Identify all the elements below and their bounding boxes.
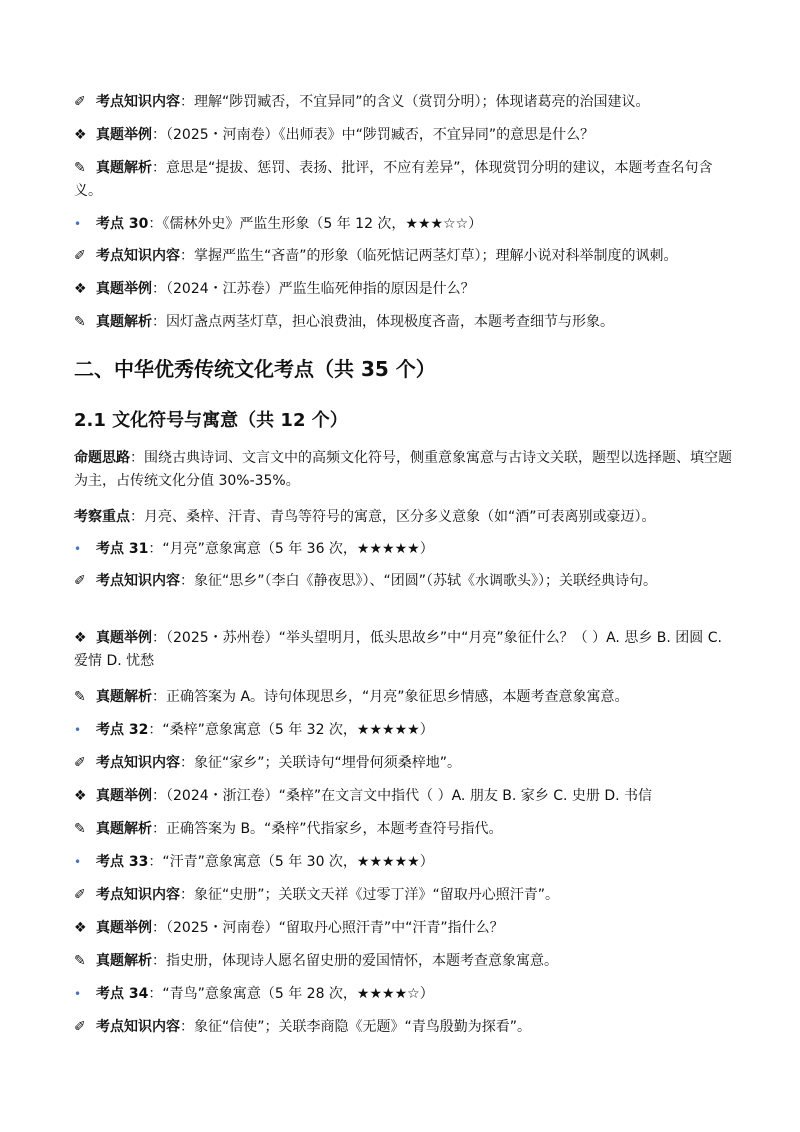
- exam-point-line: [74, 537, 734, 561]
- exam-point-text: ：“汗青”意象寓意（5 年 30 次，★★★★★）: [148, 854, 434, 870]
- subsection-heading: 2.1 文化符号与寓意（共 12 个）: [74, 410, 348, 431]
- exam-point-label: 考点 33: [96, 854, 149, 870]
- example-label: 真题举例: [96, 127, 152, 143]
- exam-point-text: ：“月亮”意象寓意（5 年 36 次，★★★★★）: [148, 541, 434, 557]
- bullet-icon: •: [74, 855, 82, 869]
- knowledge-label: 考点知识内容: [96, 248, 180, 264]
- exam-point-line: [74, 982, 734, 1006]
- example-text: ：（2025・河南卷）《出师表》中“陟罚臧否，不宜异同”的意思是什么？: [152, 127, 595, 143]
- pencil-icon: ✐: [74, 887, 86, 903]
- knowledge-line: [74, 1015, 734, 1039]
- knowledge-line: [74, 244, 734, 268]
- knowledge-line: [74, 90, 734, 114]
- example-label: 真题举例: [96, 630, 152, 646]
- example-line: [74, 123, 734, 147]
- analysis-text: ：指史册，体现诗人愿名留史册的爱国情怀，本题考查意象寓意。: [152, 953, 558, 969]
- example-text: ：（2025・河南卷）“留取丹心照汗青”中“汗青”指什么？: [152, 920, 504, 936]
- pencil-icon: ✐: [74, 94, 86, 110]
- knowledge-label: 考点知识内容: [96, 755, 180, 771]
- bullet-icon: •: [74, 217, 82, 231]
- bullet-icon: •: [74, 542, 82, 556]
- analysis-text: ：因灯盏点两茎灯草，担心浪费油，体现极度吝啬，本题考查细节与形象。: [152, 314, 614, 330]
- example-label: 真题举例: [96, 788, 152, 804]
- exam-point-label: 考点 30: [96, 216, 149, 232]
- knowledge-text: ：理解“陟罚臧否，不宜异同”的含义（赏罚分明）；体现诸葛亮的治国建议。: [180, 94, 650, 110]
- focus-label: 考察重点: [74, 509, 130, 525]
- pen-icon: ✎: [74, 314, 86, 330]
- example-text: ：（2025・苏州卷）“举头望明月，低头思故乡”中“月亮”象征什么？（ ）A. 思乡 B. 团圆 C. 爱情 D. 忧愁: [74, 630, 722, 669]
- analysis-text: ：正确答案为 B。“桑梓”代指家乡，本题考查符号指代。: [152, 821, 503, 837]
- pen-icon: ✎: [74, 821, 86, 837]
- proposition-label: 命题思路: [74, 450, 130, 466]
- diamond-icon: ❖: [74, 920, 87, 936]
- pen-icon: ✎: [74, 953, 86, 969]
- knowledge-line: [74, 751, 734, 775]
- knowledge-label: 考点知识内容: [96, 94, 180, 110]
- proposition-text: ：围绕古典诗词、文言文中的高频文化符号，侧重意象寓意与古诗文关联，题型以选择题、填空题为主，占传统文化分值 30%-35%。: [74, 450, 732, 489]
- exam-point-label: 考点 32: [96, 722, 149, 738]
- example-line: [74, 277, 734, 301]
- diamond-icon: ❖: [74, 788, 87, 804]
- pencil-icon: ✐: [74, 1019, 86, 1035]
- knowledge-text: ：象征“史册”；关联文天祥《过零丁洋》“留取丹心照汗青”。: [180, 887, 560, 903]
- analysis-label: 真题解析: [96, 953, 152, 969]
- exam-point-text: ：《儒林外史》严监生形象（5 年 12 次，★★★☆☆）: [148, 216, 483, 232]
- diamond-icon: ❖: [74, 127, 87, 143]
- diamond-icon: ❖: [74, 630, 87, 646]
- knowledge-line: [74, 883, 734, 907]
- pencil-icon: ✐: [74, 248, 86, 264]
- example-line: [74, 784, 734, 808]
- analysis-line: [74, 310, 734, 334]
- knowledge-text: ：象征“思乡”（李白《静夜思》）、“团圆”（苏轼《水调歌头》）；关联经典诗句。: [180, 573, 658, 589]
- pen-icon: ✎: [74, 689, 86, 705]
- analysis-text: ：正确答案为 A。诗句体现思乡，“月亮”象征思乡情感，本题考查意象寓意。: [152, 689, 629, 705]
- exam-point-line: [74, 850, 734, 874]
- knowledge-line: [74, 570, 734, 593]
- knowledge-label: 考点知识内容: [96, 573, 180, 589]
- pencil-icon: ✐: [74, 755, 86, 771]
- exam-point-text: ：“青鸟”意象寓意（5 年 28 次，★★★★☆）: [148, 986, 434, 1002]
- analysis-label: 真题解析: [96, 689, 152, 705]
- diamond-icon: ❖: [74, 281, 87, 297]
- analysis-line: [74, 685, 734, 709]
- bullet-icon: •: [74, 987, 82, 1001]
- pen-icon: ✎: [74, 160, 86, 176]
- knowledge-text: ：象征“信使”；关联李商隐《无题》“青鸟殷勤为探看”。: [180, 1019, 532, 1035]
- analysis-label: 真题解析: [96, 314, 152, 330]
- example-text: ：（2024・江苏卷）严监生临死伸指的原因是什么？: [152, 281, 475, 297]
- section-heading: 二、中华优秀传统文化考点（共 35 个）: [74, 357, 436, 381]
- exam-point-label: 考点 31: [96, 541, 149, 557]
- proposition-idea: [74, 447, 734, 493]
- knowledge-label: 考点知识内容: [96, 887, 180, 903]
- knowledge-label: 考点知识内容: [96, 1019, 180, 1035]
- analysis-label: 真题解析: [96, 160, 152, 176]
- exam-point-label: 考点 34: [96, 986, 149, 1002]
- analysis-line: [74, 949, 734, 973]
- focus-text: ：月亮、桑梓、汗青、青鸟等符号的寓意，区分多义意象（如“酒”可表离别或豪迈）。: [130, 509, 656, 525]
- example-text: ：（2024・浙江卷）“桑梓”在文言文中指代（ ）A. 朋友 B. 家乡 C. 史册 D. 书信: [152, 788, 653, 804]
- analysis-line: [74, 157, 734, 203]
- exam-point-text: ：“桑梓”意象寓意（5 年 32 次，★★★★★）: [148, 722, 434, 738]
- knowledge-text: ：掌握严监生“吝啬”的形象（临死惦记两茎灯草）；理解小说对科举制度的讽刺。: [180, 248, 678, 264]
- analysis-line: [74, 817, 734, 841]
- example-line: [74, 916, 734, 940]
- bullet-icon: •: [74, 723, 82, 737]
- example-line: [74, 627, 734, 673]
- exam-point-line: [74, 212, 734, 236]
- exam-point-line: [74, 718, 734, 742]
- focus-line: [74, 505, 734, 529]
- pencil-icon: ✐: [74, 573, 86, 589]
- analysis-text: ：意思是“提拔、惩罚、表扬、批评，不应有差异”，体现赏罚分明的建议，本题考查名句含义。: [74, 160, 713, 199]
- example-label: 真题举例: [96, 920, 152, 936]
- example-label: 真题举例: [96, 281, 152, 297]
- knowledge-text: ：象征“家乡”；关联诗句“埋骨何须桑梓地”。: [180, 755, 462, 771]
- analysis-label: 真题解析: [96, 821, 152, 837]
